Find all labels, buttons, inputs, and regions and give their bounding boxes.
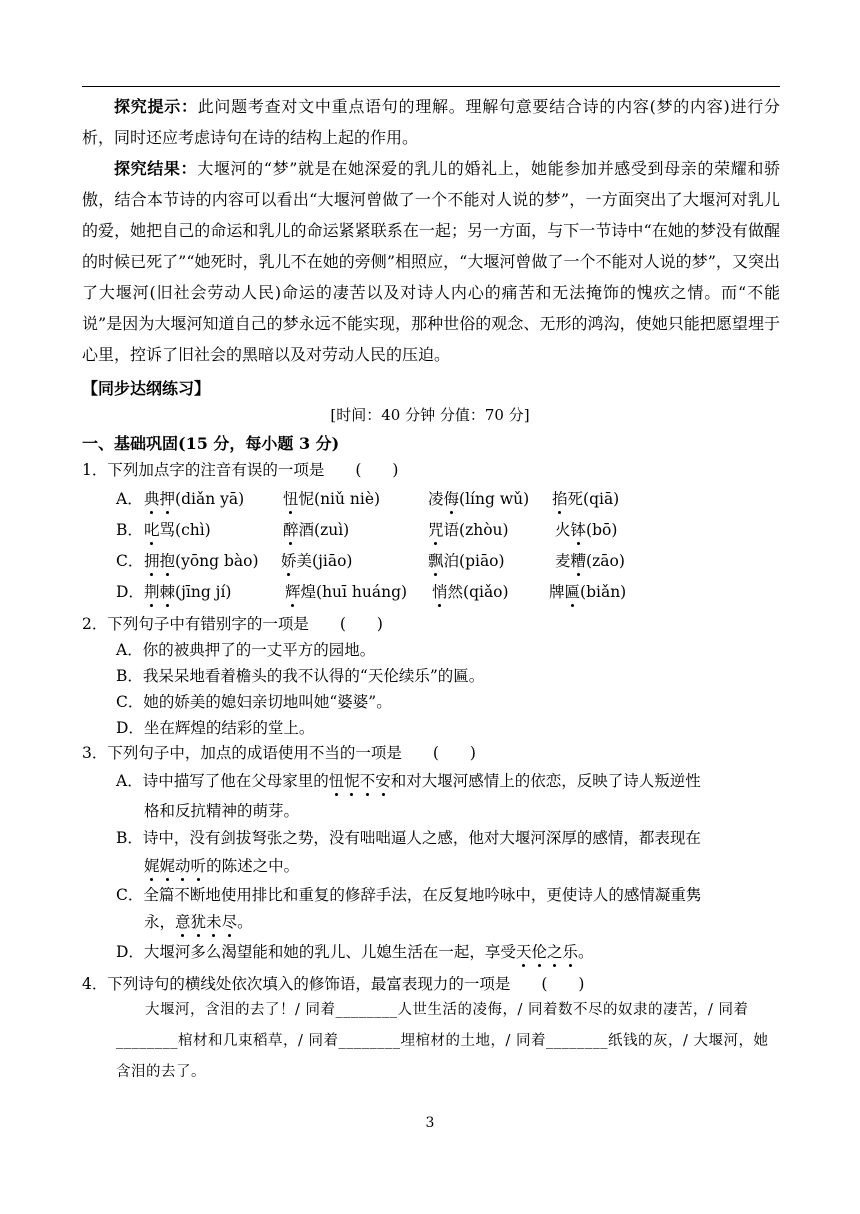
- q3-option-b: B．诗中，没有剑拔弩张之势，没有咄咄逼人之感，他对大堰河深厚的感情，都表现在: [116, 829, 701, 847]
- q1-c-word-1: 拥抱(yōng bào): [144, 549, 259, 571]
- q1-b-word-1: 叱骂(chì): [144, 518, 211, 540]
- q1-d-word-4: 牌匾(biǎn): [549, 580, 626, 602]
- q3-option-a-cont: 格和反抗精神的萌芽。: [144, 802, 300, 820]
- q1-a-word-3: 凌侮(líng wǔ): [428, 487, 529, 509]
- question-2-stem: 2．下列句子中有错别字的一项是 ( ): [82, 615, 383, 633]
- q2-option-c: C．她的娇美的媳妇亲切地叫她“婆婆”。: [116, 693, 392, 711]
- q2-option-d: D．坐在辉煌的结彩的堂上。: [116, 719, 315, 737]
- question-4-stem: 4．下列诗句的横线处依次填入的修饰语，最富表现力的一项是 ( ): [82, 975, 585, 993]
- q3-option-a: A．诗中描写了他在父母家里的忸怩不安和对大堰河感情上的依恋，反映了诗人叛逆性: [116, 769, 701, 791]
- q1-c-word-2: 娇美(jiāo): [281, 549, 352, 571]
- q1-a-word-2: 忸怩(niǔ niè): [283, 487, 380, 509]
- q3-b-marked-idiom: 娓娓动听: [144, 857, 206, 875]
- q1-d-word-2: 辉煌(huī huáng): [285, 580, 407, 602]
- header-rule: [82, 86, 780, 87]
- time-score-info: [时间：40 分钟 分值：70 分]: [330, 406, 530, 424]
- q1-d-word-1: 荆棘(jīng jí): [144, 580, 231, 602]
- q1-b-word-4: 火钵(bō): [555, 518, 617, 540]
- question-3-stem: 3．下列句子中，加点的成语使用不当的一项是 ( ): [82, 744, 476, 762]
- question-1-stem: 1．下列加点字的注音有误的一项是 ( ): [82, 461, 399, 479]
- section-title: 【同步达纲练习】: [82, 379, 211, 398]
- q1-d-word-3: 悄然(qiǎo): [432, 580, 509, 602]
- q1-a-word-1: 典押(diǎn yā): [144, 487, 244, 509]
- q3-option-b-cont: 娓娓动听的陈述之中。: [144, 854, 299, 876]
- q2-option-a: A．你的被典押了的一丈平方的园地。: [116, 641, 376, 659]
- q4-poem-excerpt: 大堰河，含泪的去了！/ 同着________人世生活的凌侮，/ 同着数不尽的奴隶的凄苦，/ 同着________棺材和几束稻草，/ 同着________埋棺材的土地，/ 同着________纸钱的灰，/ 大堰河，她含泪的去了。: [116, 1002, 769, 1080]
- q3-option-c: C．全篇不断地使用排比和重复的修辞手法，在反复地吟咏中，更使诗人的感情凝重隽: [116, 886, 702, 904]
- q1-c-word-3: 飘泊(piāo): [428, 549, 505, 571]
- inquiry-result-text: 大堰河的“梦”就是在她深爱的乳儿的婚礼上，她能参加并感受到母亲的荣耀和骄傲，结合本节诗的内容可以看出“大堰河曾做了一个不能对人说的梦”，一方面突出了大堰河对乳儿的爱，她把自己的命运和乳儿的命运紧紧联系在一起；另一方面，与下一节诗中“在她的梦没有做醒的时候已死了”“她死时，乳儿不在她的旁侧”相照应，“大堰河曾做了一个不能对人说的梦”，又突出了大堰河(旧社会劳动人民)命运的凄苦以及对诗人内心的痛苦和无法掩饰的愧疚之情。而“不能说”是因为大堰河知道自己的梦永远不能实现，那种世俗的观念、无形的鸿沟，使她只能把愿望埋于心里，控诉了旧社会的黑暗以及对劳动人民的压迫。: [82, 159, 780, 364]
- document-page: 探究提示：此问题考查对文中重点语句的理解。理解句意要结合诗的内容(梦的内容)进行分析，同时还应考虑诗句在诗的结构上起的作用。 探究结果：大堰河的“梦”就是在她深爱的乳儿的婚礼上，她能参加并感受到母亲的荣耀和骄傲，结合本节诗的内容可以看出“大堰河曾做了一个不能对人说的梦”，一方面突出了大堰河对乳儿的爱，她把自己的命运和乳儿的命运紧紧联系在一起；另一方面，与下一节诗中“在她的梦没有做醒的时候已死了”“她死时，乳儿不在她的旁侧”相照应，“大堰河曾做了一个不能对人说的梦”，又突出了大堰河(旧社会劳动人民)命运的凄苦以及对诗人内心的痛苦和无法掩饰的愧疚之情。而“不能说”是因为大堰河知道自己的梦永远不能实现，那种世俗的观念、无形的鸿沟，使她只能把愿望埋于心里，控诉了旧社会的黑暗以及对劳动人民的压迫。 【同步达纲练习】 [时间：40 分钟 分值：70 分] 一、基础巩固(15 分，每小题 3 分) 1．下列加点字的注音有误的一项是 ( ) A． 典押(diǎn yā) 忸怩(niǔ niè) 凌侮(líng wǔ) 掐死(qiā) B． 叱骂(chì) 醉酒(zuì) 咒语(zhòu) 火钵(bō) C． 拥抱(yōng bào) 娇美(jiāo) 飘泊(piāo) 麦糟(zāo) D． 荆棘(jīng jí) 辉煌(huī huáng) 悄然(qiǎo) 牌匾(biǎn) 2．下列句子中有错别字的一项是 ( ) A．你的被典押了的一丈平方的园地。 B．我呆呆地看着檐头的我不认得的“天伦续乐”的匾。 C．她的娇美的媳妇亲切地叫她“婆婆”。 D．坐在辉煌的结彩的堂上。 3．下列句子中，加点的成语使用不当的一项是 ( ) A．诗中描写了他在父母家里的忸怩不安和对大堰河感情上的依恋，反映了诗人叛逆性 格和反抗精神的萌芽。 B．诗中，没有剑拔弩张之势，没有咄咄逼人之感，他对大堰河深厚的感情，都表现在 娓娓动听的陈述之中。 C．全篇不断地使用排比和重复的修辞手法，在反复地吟咏中，更使诗人的感情凝重隽 永，意犹未尽。 D．大堰河多么渴望能和她的乳儿、儿媳生活在一起，享受天伦之乐。 4．下列诗句的横线处依次填入的修饰语，最富表现力的一项是 ( ) 大堰河，含泪的去了！/ 同着________人世生活的凌侮，/ 同着数不尽的奴隶的凄苦，/ 同着________棺材和几束稻草，/ 同着________埋棺材的土地，/ 同着________纸钱的灰，/ 大堰河，她含泪的去了。 3: [0, 0, 860, 1214]
- q3-option-c-cont: 永，意犹未尽。: [144, 910, 253, 932]
- part-one-heading: 一、基础巩固(15 分，每小题 3 分): [82, 434, 340, 453]
- q3-a-marked-idiom: 忸怩不安: [329, 772, 391, 790]
- q3-d-marked-idiom: 天伦之乐: [516, 943, 578, 961]
- q1-a-word-4: 掐死(qiā): [552, 487, 619, 509]
- inquiry-hint-paragraph: [82, 91, 780, 153]
- q1-b-word-3: 咒语(zhòu): [428, 518, 509, 540]
- page-number: 3: [425, 1115, 435, 1131]
- inquiry-result-label: 探究结果：: [114, 159, 198, 178]
- q1-b-word-2: 醉酒(zuì): [283, 518, 349, 540]
- inquiry-hint-label: 探究提示：: [114, 97, 198, 116]
- q3-option-d: D．大堰河多么渴望能和她的乳儿、儿媳生活在一起，享受天伦之乐。: [116, 940, 594, 962]
- q1-c-word-4: 麦糟(zāo): [555, 549, 625, 571]
- q2-option-b: B．我呆呆地看着檐头的我不认得的“天伦续乐”的匾。: [116, 667, 485, 685]
- inquiry-result-paragraph: [82, 153, 780, 370]
- inquiry-hint-text: 此问题考查对文中重点语句的理解。理解句意要结合诗的内容(梦的内容)进行分析，同时还应考虑诗句在诗的结构上起的作用。: [82, 97, 780, 147]
- q3-c-marked-idiom: 意犹未尽: [175, 913, 237, 931]
